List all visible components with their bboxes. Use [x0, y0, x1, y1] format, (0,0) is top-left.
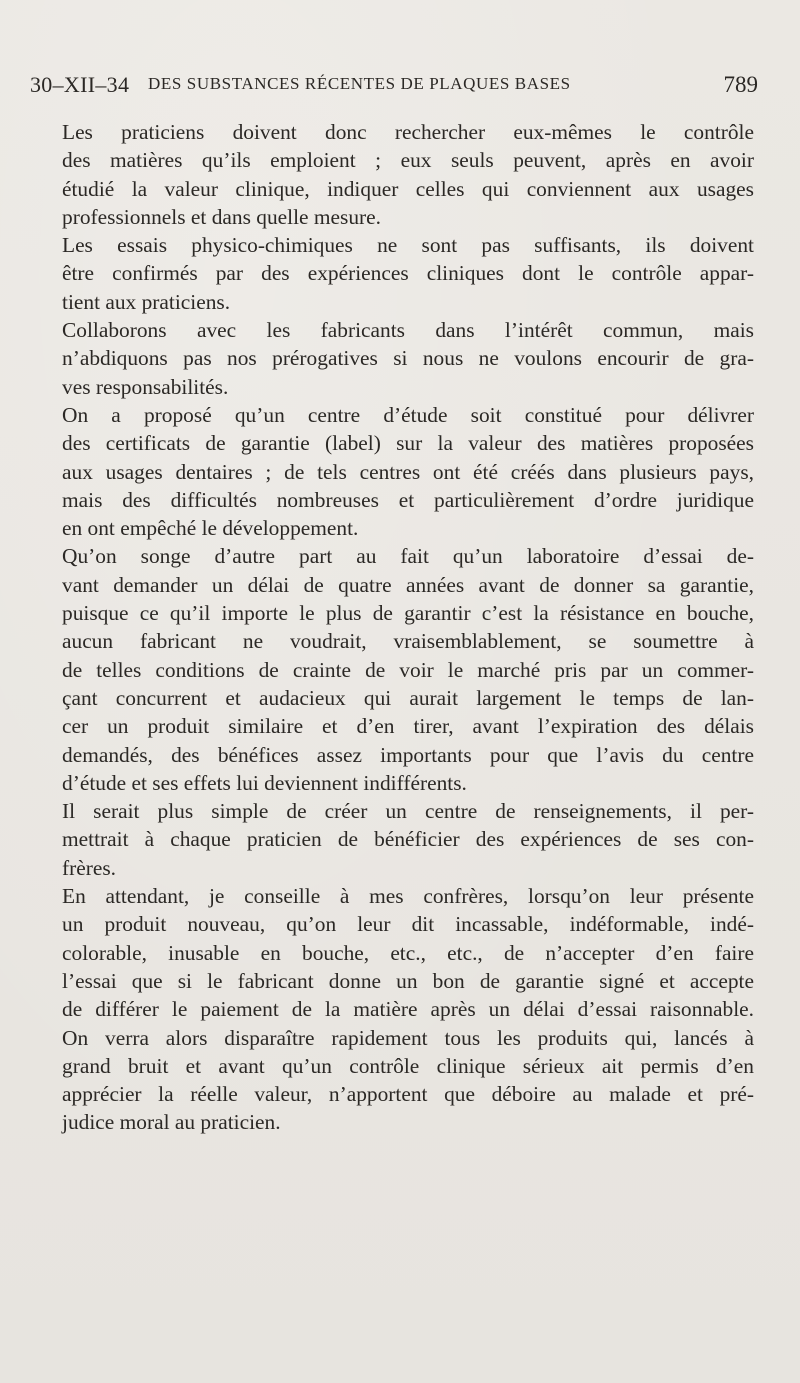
text-line: aux usages dentaires ; de tels centres ont été créés dans plusieurs pays, — [62, 459, 754, 484]
paragraph — [32, 797, 754, 882]
text-line: çant concurrent et audacieux qui aurait largement le temps de lan- — [62, 685, 754, 710]
text-line: Il serait plus simple de créer un centre de renseignements, il per- — [62, 799, 754, 824]
paragraph — [32, 231, 754, 316]
body-text — [32, 118, 754, 1137]
text-line: un produit nouveau, qu’on leur dit incassable, indéformable, indé- — [62, 912, 754, 937]
text-line: de telles conditions de crainte de voir le marché pris par un commer- — [62, 657, 754, 682]
text-line: On a proposé qu’un centre d’étude soit constitué pour délivrer — [62, 402, 754, 427]
paragraph — [32, 316, 754, 401]
text-line: apprécier la réelle valeur, n’apportent que déboire au malade et pré- — [62, 1082, 754, 1107]
running-title: DES SUBSTANCES RÉCENTES DE PLAQUES BASES — [148, 74, 571, 93]
paragraph — [32, 882, 754, 1137]
text-line: aucun fabricant ne voudrait, vraisemblablement, se soumettre à — [62, 629, 754, 654]
page-header — [30, 64, 760, 104]
text-line: colorable, inusable en bouche, etc., etc., de n’accepter d’en faire — [62, 940, 754, 965]
text-line: Les essais physico-chimiques ne sont pas suffisants, ils doivent — [62, 233, 754, 258]
text-line: En attendant, je conseille à mes confrères, lorsqu’on leur présente — [62, 884, 754, 909]
paragraph — [32, 401, 754, 542]
text-line: puisque ce qu’il importe le plus de garantir c’est la résistance en bouche, — [62, 601, 754, 626]
text-line: vant demander un délai de quatre années avant de donner sa garantie, — [62, 572, 754, 597]
text-line: mettrait à chaque praticien de bénéficier des expériences de ses con- — [62, 827, 754, 852]
paragraph — [32, 542, 754, 797]
text-line: tient aux praticiens. — [62, 289, 231, 314]
text-line: d’étude et ses effets lui deviennent indifférents. — [62, 770, 467, 795]
text-line: des certificats de garantie (label) sur la valeur des matières proposées — [62, 431, 754, 456]
text-line: n’abdiquons pas nos prérogatives si nous ne voulons encourir de gra- — [62, 346, 754, 371]
text-line: l’essai que si le fabricant donne un bon de garantie signé et accepte — [62, 968, 754, 993]
text-line: frères. — [62, 855, 117, 880]
text-line: Les praticiens doivent donc rechercher eux-mêmes le contrôle — [62, 120, 754, 144]
text-line: grand bruit et avant qu’un contrôle clinique sérieux ait permis d’en — [62, 1053, 754, 1078]
text-line: étudié la valeur clinique, indiquer celles qui conviennent aux usages — [62, 176, 754, 201]
text-line: judice moral au praticien. — [62, 1110, 281, 1135]
header-date: 30–XII–34 — [30, 72, 130, 97]
text-line: de différer le paiement de la matière après un délai d’essai raisonnable. — [62, 997, 754, 1022]
text-line: cer un produit similaire et d’en tirer, avant l’expiration des délais — [62, 714, 754, 739]
text-line: des matières qu’ils emploient ; eux seuls peuvent, après en avoir — [62, 148, 754, 173]
text-line: mais des difficultés nombreuses et particulièrement d’ordre juridique — [62, 487, 754, 512]
page-number: 789 — [723, 72, 758, 97]
text-line: être confirmés par des expériences cliniques dont le contrôle appar- — [62, 261, 754, 286]
text-line: demandés, des bénéfices assez importants pour que l’avis du centre — [62, 742, 754, 767]
text-line: Collaborons avec les fabricants dans l’intérêt commun, mais — [62, 318, 754, 343]
text-line: professionnels et dans quelle mesure. — [62, 204, 381, 229]
text-line: ves responsabilités. — [62, 374, 229, 399]
paragraph — [32, 118, 754, 231]
text-line: On verra alors disparaître rapidement tous les produits qui, lancés à — [62, 1025, 754, 1050]
text-line: en ont empêché le développement. — [62, 516, 359, 541]
text-line: Qu’on songe d’autre part au fait qu’un laboratoire d’essai de- — [62, 544, 754, 569]
